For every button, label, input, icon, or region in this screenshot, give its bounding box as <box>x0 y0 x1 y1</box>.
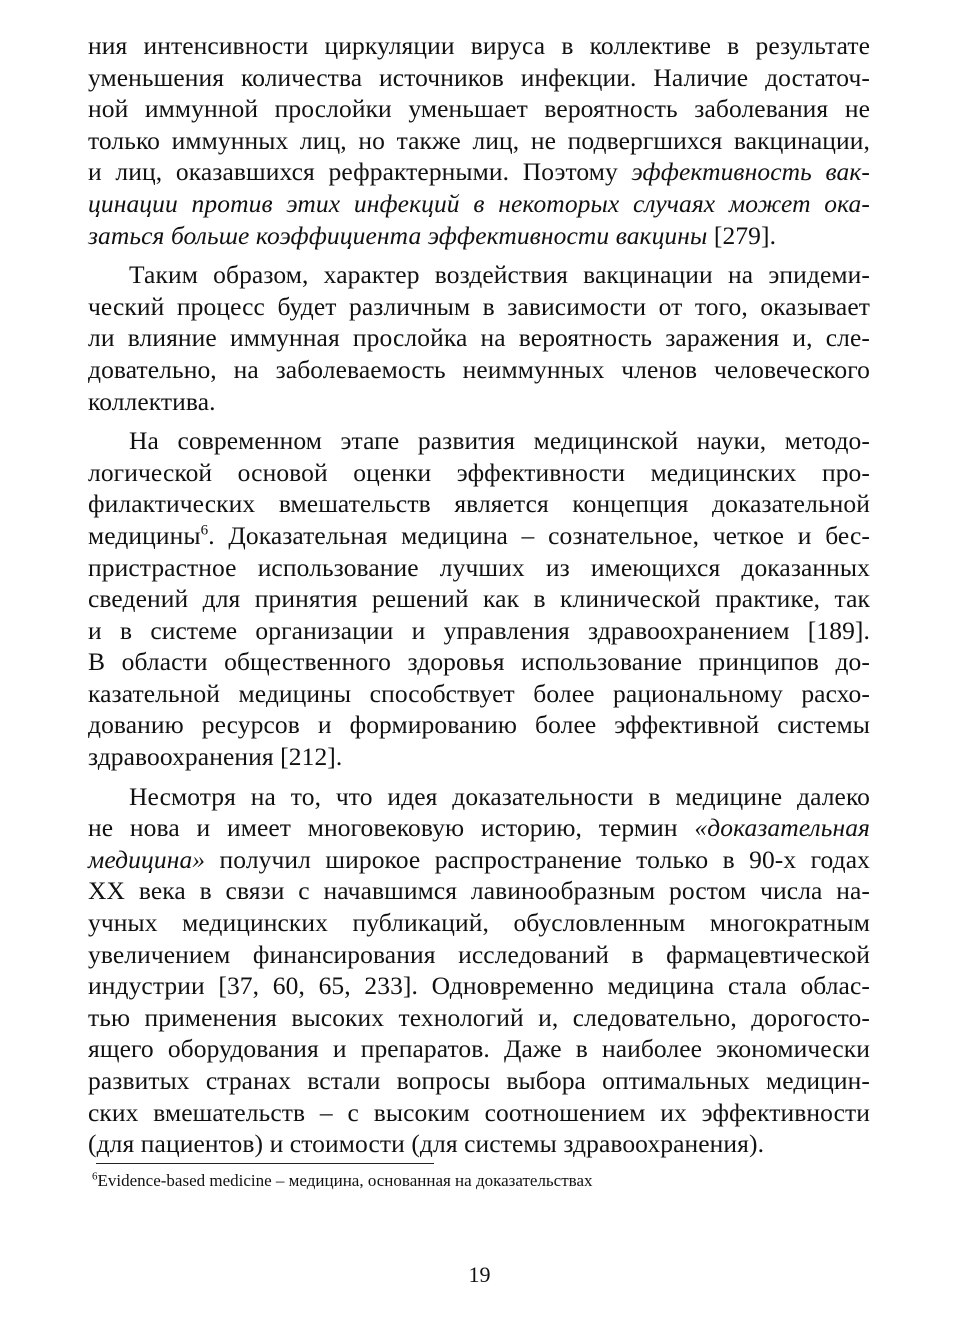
text-run: эффективность вак- <box>631 157 870 187</box>
text-run: ли влияние иммунная прослойка на вероятность заражения и, сле- <box>88 323 870 353</box>
paragraph <box>88 30 870 251</box>
footnote <box>92 1171 593 1191</box>
text-run: цинации против этих инфекций в некоторых случаях может ока- <box>88 188 870 218</box>
text-run: индустрии [37, 60, 65, 233]. Одновременно медицина стала облас- <box>88 971 870 1001</box>
text-line <box>88 259 870 291</box>
text-run: уменьшения количества источников инфекции. Наличие достаточ- <box>88 62 870 92</box>
text-line <box>88 425 870 457</box>
text-line <box>88 30 870 62</box>
text-line <box>88 615 870 647</box>
text-line <box>88 812 870 844</box>
text-line <box>88 583 870 615</box>
text-line <box>88 156 870 188</box>
text-run: В области общественного здоровья использование принципов до- <box>88 647 870 677</box>
text-run: и лиц, оказавшихся рефрактерными. Поэтому <box>88 157 632 187</box>
text-line <box>88 1065 870 1097</box>
text-run: Таким образом, характер воздействия вакцинации на эпидеми- <box>129 260 870 290</box>
text-run: довательно, на заболеваемость неиммунных членов человеческого <box>88 354 870 384</box>
text-line <box>88 354 870 386</box>
text-line <box>88 386 870 418</box>
text-line <box>88 93 870 125</box>
text-line <box>88 844 870 876</box>
text-run: ния интенсивности циркуляции вируса в коллективе в результате <box>88 31 870 60</box>
text-run: пристрастное использование лучших из имеющихся доказанных <box>88 552 870 582</box>
body-text <box>88 30 870 1160</box>
text-run: получил широкое распространение только в 90-х годах <box>205 844 870 874</box>
text-run: логической основой оценки эффективности медицинских про- <box>88 457 870 487</box>
text-line <box>88 678 870 710</box>
text-run: ческий процесс будет различным в зависимости от того, оказывает <box>88 291 870 321</box>
text-line <box>88 188 870 220</box>
text-run: филактических вмешательств является концепция доказательной <box>88 489 870 519</box>
text-run: и в системе организации и управления здравоохранением [189]. <box>88 615 870 645</box>
text-run: (для пациентов) и стоимости (для системы здравоохранения). <box>88 1129 765 1159</box>
text-run: Несмотря на то, что идея доказательности в медицине далеко <box>129 781 870 811</box>
text-run: казательной медицины способствует более рациональному расхо- <box>88 678 870 708</box>
text-line <box>88 709 870 741</box>
text-line <box>88 125 870 157</box>
text-line <box>88 1097 870 1129</box>
text-run: здравоохранения [212]. <box>88 742 343 772</box>
text-run: увеличением финансирования исследований в фармацевтической <box>88 939 870 969</box>
footnote-text: Evidence-based medicine – медицина, основанная на доказательствах <box>97 1171 593 1190</box>
text-run: медицина» <box>88 844 206 874</box>
text-run: . Доказательная медицина – сознательное, четкое и бес- <box>208 520 870 550</box>
text-run: сведений для принятия решений как в клинической практике, так <box>88 584 870 614</box>
text-run: XX века в связи с начавшимся лавинообразным ростом числа на- <box>88 876 870 906</box>
paragraph-spacing <box>88 417 870 425</box>
text-line <box>88 907 870 939</box>
text-line <box>88 552 870 584</box>
text-run: только иммунных лиц, но также лиц, не подвергшихся вакцинации, <box>88 125 870 155</box>
text-run: ящего оборудования и препаратов. Даже в наиболее экономически <box>88 1034 870 1064</box>
text-run: дованию ресурсов и формированию более эффективной системы <box>88 710 870 740</box>
footnote-divider <box>96 1163 434 1164</box>
text-line <box>88 62 870 94</box>
paragraph <box>88 425 870 773</box>
text-line <box>88 939 870 971</box>
text-run: коллектива. <box>88 386 216 416</box>
text-line <box>88 970 870 1002</box>
text-line <box>88 457 870 489</box>
text-run: ной иммунной прослойки уменьшает вероятность заболевания не <box>88 94 870 124</box>
paragraph <box>88 781 870 1160</box>
text-run: тью применения высоких технологий и, следовательно, дорогосто- <box>88 1002 870 1032</box>
text-run: учных медицинских публикаций, обусловленным многократным <box>88 908 870 938</box>
text-line <box>88 291 870 323</box>
text-run: На современном этапе развития медицинской науки, методо- <box>129 426 870 456</box>
paragraph-spacing <box>88 773 870 781</box>
text-run: [279]. <box>707 220 777 250</box>
paragraph-spacing <box>88 251 870 259</box>
text-line <box>88 781 870 813</box>
text-run: медицины <box>88 520 201 550</box>
page-number: 19 <box>468 1262 491 1287</box>
text-line <box>88 1002 870 1034</box>
text-line <box>88 1128 870 1160</box>
text-line <box>88 875 870 907</box>
text-run: заться больше коэффициента эффективности вакцины <box>88 220 708 250</box>
footnote-marker: 6 <box>92 1170 98 1183</box>
text-run: ских вмешательств – с высоким соотношением их эффективности <box>88 1097 870 1127</box>
text-line <box>88 1033 870 1065</box>
text-run: развитых странах встали вопросы выбора оптимальных медицин- <box>88 1066 870 1095</box>
paragraph <box>88 259 870 417</box>
text-line <box>88 220 870 252</box>
text-line <box>88 646 870 678</box>
footnote-reference: 6 <box>200 522 209 539</box>
text-line <box>88 322 870 354</box>
text-line <box>88 520 870 552</box>
text-line <box>88 741 870 773</box>
text-run: не нова и имеет многовековую историю, термин <box>88 813 695 843</box>
text-line <box>88 488 870 520</box>
text-run: «доказательная <box>694 813 870 843</box>
